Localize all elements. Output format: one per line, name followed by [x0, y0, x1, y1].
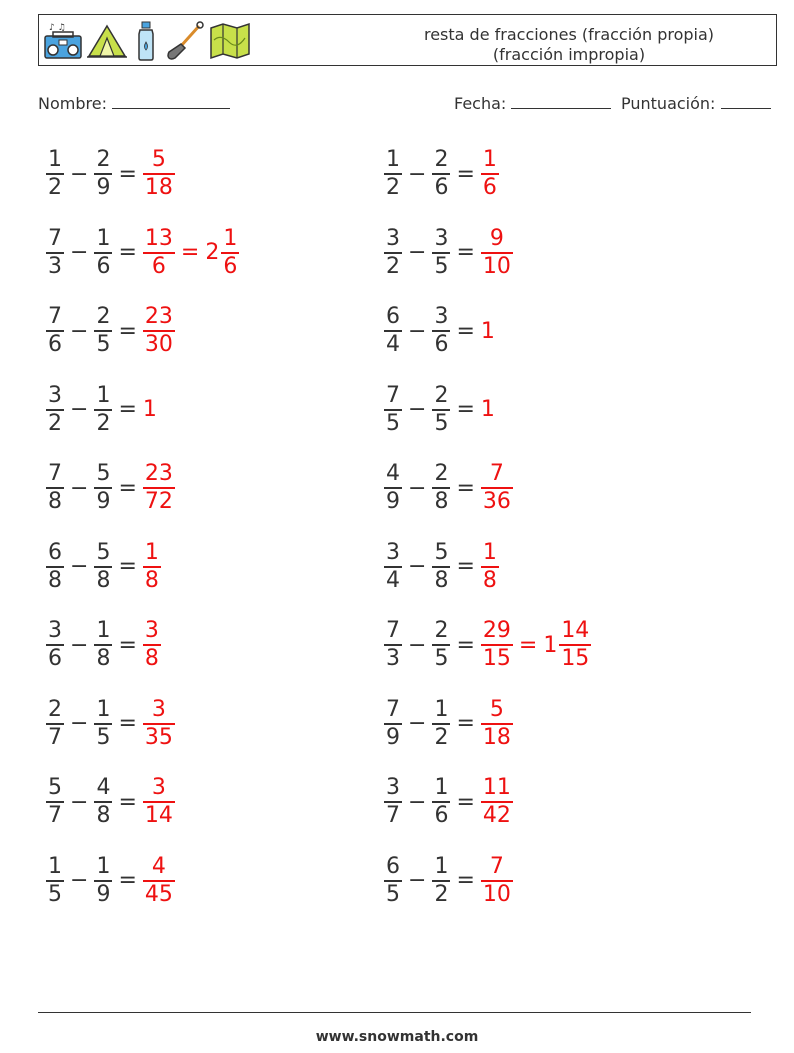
numerator: 2: [434, 618, 449, 643]
fraction-a: [384, 461, 402, 515]
numerator: 1: [482, 147, 497, 172]
numerator: 1: [434, 696, 449, 722]
fraction-a: [46, 854, 64, 908]
denominator: 8: [48, 567, 62, 593]
denominator: 9: [96, 489, 111, 514]
worksheet-title: [379, 25, 759, 65]
denominator: 2: [434, 724, 449, 750]
equals-sign: =: [456, 475, 475, 501]
equals-sign: =: [118, 711, 137, 736]
numerator: 7: [386, 618, 400, 643]
mixed-whole: 1: [543, 632, 558, 658]
minus-sign: −: [70, 868, 89, 893]
minus-sign: −: [408, 711, 427, 736]
name-label: Nombre:: [38, 94, 107, 113]
fraction-a: [384, 147, 402, 201]
numerator: 5: [151, 147, 166, 172]
numerator: 6: [48, 539, 62, 565]
minus-sign: −: [408, 789, 427, 815]
numerator: 7: [386, 696, 400, 722]
problem-item: [46, 537, 161, 597]
denominator: 45: [144, 881, 173, 907]
denominator: 6: [48, 332, 62, 357]
footer-divider: [38, 1012, 751, 1013]
problem-item: [46, 772, 175, 832]
fraction-b: [94, 854, 112, 908]
fraction-b: [432, 618, 450, 672]
fraction-a: [46, 304, 64, 358]
denominator: 35: [144, 724, 173, 750]
date-blank[interactable]: [511, 96, 611, 109]
denominator: 8: [96, 803, 111, 828]
fraction-b: [432, 147, 450, 201]
minus-sign: −: [408, 397, 427, 422]
fraction-b: [94, 775, 112, 829]
numerator: 6: [386, 304, 400, 329]
equals-sign: =: [518, 632, 538, 658]
numerator: 3: [434, 225, 449, 251]
fraction-b: [94, 383, 112, 437]
answer: [481, 775, 513, 829]
problem-item: [46, 694, 175, 754]
fraction-b: [432, 854, 450, 908]
denominator: 2: [386, 253, 400, 279]
mixed-whole: 2: [205, 240, 220, 265]
answer-fraction: [143, 854, 175, 908]
denominator: 6: [434, 175, 449, 200]
equals-sign: =: [456, 318, 475, 344]
numerator: 7: [489, 853, 504, 879]
denominator: 3: [48, 253, 62, 279]
problem-item: [384, 615, 591, 675]
fraction-a: [46, 383, 64, 437]
problem-item: [46, 615, 161, 675]
equals-sign: =: [456, 868, 475, 893]
answer: [481, 397, 495, 422]
answer: [481, 226, 513, 280]
fraction-b: [94, 540, 112, 594]
fraction-b: [432, 304, 450, 358]
answer: [143, 147, 175, 201]
fraction-a: [46, 461, 64, 515]
equals-sign: =: [456, 711, 475, 736]
numerator: 1: [434, 775, 449, 800]
denominator: 14: [144, 803, 173, 828]
problem-item: [46, 144, 175, 204]
minus-sign: −: [408, 318, 427, 344]
numerator: 2: [48, 696, 62, 722]
fraction-a: [46, 226, 64, 280]
denominator: 36: [482, 489, 511, 514]
denominator: 72: [144, 489, 173, 514]
numerator: 4: [386, 461, 400, 486]
fraction-a: [384, 226, 402, 280]
numerator: 6: [386, 853, 400, 879]
denominator: 8: [48, 489, 62, 514]
title-line-2: (fracción impropia): [492, 45, 646, 64]
fraction-b: [432, 697, 450, 751]
minus-sign: −: [408, 161, 427, 187]
equals-sign: =: [456, 240, 475, 265]
score-field[interactable]: [621, 94, 771, 113]
minus-sign: −: [408, 554, 427, 579]
minus-sign: −: [408, 240, 427, 265]
numerator: 13: [144, 225, 173, 251]
title-line-1: resta de fracciones (fracción propia): [423, 25, 715, 44]
problem-item: [384, 772, 513, 832]
fraction-b: [94, 147, 112, 201]
numerator: 14: [561, 618, 590, 643]
answer: [481, 319, 495, 344]
equals-sign: =: [118, 318, 137, 344]
denominator: 2: [386, 175, 400, 200]
denominator: 5: [48, 881, 62, 907]
answer-fraction: [481, 697, 513, 751]
answer: [481, 540, 499, 594]
denominator: 5: [434, 646, 449, 671]
denominator: 8: [144, 646, 159, 671]
numerator: 5: [434, 539, 449, 565]
numerator: 5: [96, 461, 111, 486]
answer-integer: 1: [142, 397, 157, 422]
equals-sign: =: [118, 161, 137, 187]
denominator: 8: [434, 489, 449, 514]
denominator: 5: [386, 410, 400, 436]
denominator: 4: [386, 332, 400, 357]
numerator: 3: [48, 618, 62, 643]
fraction-b: [94, 304, 112, 358]
denominator: 5: [96, 332, 111, 357]
answer-fraction: [481, 461, 513, 515]
numerator: 1: [386, 147, 400, 172]
equals-sign: =: [180, 240, 200, 265]
problem-item: [46, 223, 239, 283]
fraction-b: [94, 697, 112, 751]
numerator: 1: [144, 539, 159, 565]
answer: [143, 397, 157, 422]
numerator: 9: [489, 225, 504, 251]
fraction-b: [94, 618, 112, 672]
numerator: 2: [434, 147, 449, 172]
fraction-b: [432, 775, 450, 829]
problem-item: [46, 301, 175, 361]
numerator: 2: [96, 304, 111, 329]
answer: [143, 854, 175, 908]
answer-integer: 1: [480, 318, 495, 344]
equals-sign: =: [456, 632, 475, 658]
answer-fraction: [481, 854, 513, 908]
denominator: 2: [434, 881, 449, 907]
denominator: 5: [434, 253, 449, 279]
denominator: 30: [144, 332, 173, 357]
equals-sign: =: [118, 240, 137, 265]
numerator: 11: [482, 775, 511, 800]
minus-sign: −: [70, 789, 89, 815]
equals-sign: =: [118, 397, 137, 422]
minus-sign: −: [70, 397, 89, 422]
denominator: 7: [48, 724, 62, 750]
answer-fraction: [481, 540, 499, 594]
minus-sign: −: [70, 161, 89, 187]
name-blank[interactable]: [112, 96, 230, 109]
numerator: 29: [482, 618, 511, 643]
denominator: 9: [96, 175, 111, 200]
denominator: 4: [386, 567, 400, 593]
numerator: 7: [48, 225, 62, 251]
numerator: 3: [151, 696, 166, 722]
fraction-a: [384, 775, 402, 829]
denominator: 2: [96, 410, 111, 436]
answer: [481, 697, 513, 751]
answer: [481, 854, 513, 908]
denominator: 18: [144, 175, 173, 200]
equals-sign: =: [118, 475, 137, 501]
denominator: 8: [144, 567, 159, 593]
numerator: 1: [482, 539, 497, 565]
numerator: 4: [96, 775, 111, 800]
answer: [143, 304, 175, 358]
fraction-a: [46, 775, 64, 829]
denominator: 8: [434, 567, 449, 593]
answer-fraction: [481, 775, 513, 829]
denominator: 42: [482, 803, 511, 828]
denominator: 5: [434, 410, 449, 436]
minus-sign: −: [70, 240, 89, 265]
denominator: 6: [48, 646, 62, 671]
numerator: 1: [223, 225, 238, 251]
fraction-b: [94, 461, 112, 515]
header-icons: [43, 20, 251, 62]
answer-fraction: [143, 147, 175, 201]
problem-item: [384, 694, 513, 754]
fraction-a: [46, 697, 64, 751]
numerator: 7: [386, 382, 400, 408]
denominator: 8: [96, 646, 111, 671]
answer-fraction: [143, 618, 161, 672]
denominator: 8: [96, 567, 111, 593]
minus-sign: −: [70, 711, 89, 736]
answer-integer: 1: [480, 397, 495, 422]
numerator: 2: [434, 382, 449, 408]
problem-item: [46, 380, 157, 440]
numerator: 1: [96, 382, 111, 408]
numerator: 1: [96, 696, 111, 722]
denominator: 7: [48, 803, 62, 828]
denominator: 10: [482, 253, 511, 279]
water-bottle-icon: [131, 20, 161, 62]
numerator: 7: [48, 304, 62, 329]
numerator: 2: [434, 461, 449, 486]
answer-fraction: [143, 540, 161, 594]
denominator: 3: [386, 646, 400, 671]
numerator: 7: [48, 461, 62, 486]
numerator: 1: [96, 618, 111, 643]
answer: [143, 775, 175, 829]
map-icon: [209, 20, 251, 62]
numerator: 1: [48, 147, 62, 172]
fraction-b: [432, 226, 450, 280]
equals-sign: =: [118, 632, 137, 658]
answer: [143, 461, 175, 515]
answer-fraction: [481, 618, 513, 672]
minus-sign: −: [408, 632, 427, 658]
answer: [481, 618, 591, 672]
problem-item: [384, 380, 495, 440]
fraction-b: [94, 226, 112, 280]
denominator: 10: [482, 881, 511, 907]
answer-fraction: [143, 226, 175, 280]
equals-sign: =: [118, 789, 137, 815]
numerator: 3: [48, 382, 62, 408]
denominator: 6: [482, 175, 497, 200]
footer-website: www.snowmath.com: [315, 1029, 479, 1045]
numerator: 7: [489, 461, 504, 486]
numerator: 4: [151, 853, 166, 879]
denominator: 9: [386, 724, 400, 750]
problem-item: [384, 144, 499, 204]
denominator: 9: [96, 881, 111, 907]
equals-sign: =: [456, 789, 475, 815]
fraction-a: [384, 383, 402, 437]
minus-sign: −: [70, 475, 89, 501]
numerator: 1: [96, 225, 111, 251]
answer: [481, 147, 499, 201]
answer-fraction: [143, 461, 175, 515]
denominator: 5: [96, 724, 111, 750]
answer: [143, 697, 175, 751]
numerator: 1: [434, 853, 449, 879]
answer-fraction: [481, 226, 513, 280]
numerator: 2: [96, 147, 111, 172]
equals-sign: =: [118, 868, 137, 893]
problem-item: [46, 458, 175, 518]
problem-item: [384, 537, 499, 597]
numerator: 3: [151, 775, 166, 800]
equals-sign: =: [456, 554, 475, 579]
numerator: 5: [48, 775, 62, 800]
denominator: 6: [151, 253, 166, 279]
minus-sign: −: [70, 632, 89, 658]
answer: [143, 226, 239, 280]
answer: [481, 461, 513, 515]
boombox-icon: [43, 20, 83, 62]
numerator: 23: [144, 461, 173, 486]
denominator: 15: [482, 646, 511, 671]
numerator: 3: [144, 618, 159, 643]
denominator: 2: [48, 175, 62, 200]
header-box: [38, 14, 777, 66]
mixed-fraction: [559, 618, 591, 672]
denominator: 6: [96, 253, 111, 279]
numerator: 1: [96, 853, 111, 879]
date-label: Fecha:: [454, 94, 507, 113]
fraction-a: [46, 540, 64, 594]
fraction-a: [384, 697, 402, 751]
numerator: 3: [386, 539, 400, 565]
numerator: 23: [144, 304, 173, 329]
date-field[interactable]: [454, 94, 611, 113]
score-blank[interactable]: [721, 96, 771, 109]
equals-sign: =: [456, 161, 475, 187]
equals-sign: =: [456, 397, 475, 422]
denominator: 18: [482, 724, 511, 750]
numerator: 3: [386, 225, 400, 251]
minus-sign: −: [70, 554, 89, 579]
answer-fraction: [143, 697, 175, 751]
denominator: 5: [386, 881, 400, 907]
answer: [143, 540, 161, 594]
numerator: 1: [48, 853, 62, 879]
numerator: 3: [434, 304, 449, 329]
problem-item: [384, 301, 495, 361]
numerator: 5: [96, 539, 111, 565]
svg-text:♪ ♫: ♪ ♫: [49, 23, 66, 33]
equals-sign: =: [118, 554, 137, 579]
mixed-fraction: [221, 226, 239, 280]
fraction-a: [384, 854, 402, 908]
fraction-a: [46, 147, 64, 201]
shovel-icon: [165, 20, 205, 62]
minus-sign: −: [408, 868, 427, 893]
denominator: 7: [386, 803, 400, 828]
fraction-a: [384, 540, 402, 594]
problem-item: [46, 851, 175, 911]
answer-fraction: [143, 775, 175, 829]
denominator: 6: [434, 803, 449, 828]
answer: [143, 618, 161, 672]
tent-icon: [87, 20, 127, 62]
problem-item: [384, 458, 513, 518]
denominator: 8: [482, 567, 497, 593]
denominator: 9: [386, 489, 400, 514]
numerator: 3: [386, 775, 400, 800]
score-label: Puntuación:: [621, 94, 716, 113]
fraction-a: [384, 618, 402, 672]
denominator: 2: [48, 410, 62, 436]
denominator: 6: [223, 253, 238, 279]
minus-sign: −: [408, 475, 427, 501]
answer-fraction: [481, 147, 499, 201]
numerator: 5: [489, 696, 504, 722]
fraction-b: [432, 540, 450, 594]
problem-item: [384, 223, 513, 283]
fraction-b: [432, 461, 450, 515]
denominator: 6: [434, 332, 449, 357]
minus-sign: −: [70, 318, 89, 344]
fraction-a: [46, 618, 64, 672]
fraction-a: [384, 304, 402, 358]
denominator: 15: [561, 646, 590, 671]
fraction-b: [432, 383, 450, 437]
answer-fraction: [143, 304, 175, 358]
problem-item: [384, 851, 513, 911]
name-field[interactable]: [38, 94, 230, 113]
